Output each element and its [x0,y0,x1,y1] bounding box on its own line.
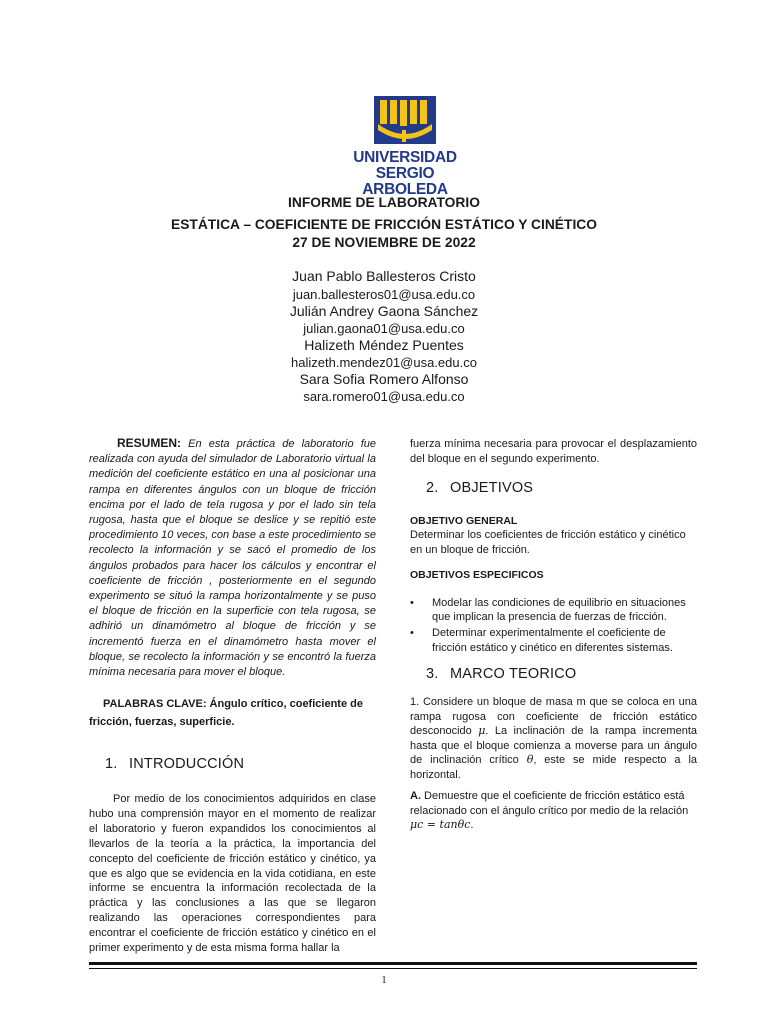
page-number: 1 [381,974,387,986]
section-number: 2. [426,480,439,496]
abstract-text: En esta práctica de laboratorio fue realizada con ayuda del simulador de Laboratorio virtual la medición del coeficiente estático en una al posicionar una rampa en diferentes ángulos con un bloque de fricción encima por el lado de tela rugosa y por el lado sin tela rugosa, hasta que el bloque se deslice y se repitió este procedimiento 10 veces, con base a este procedimiento se recolecto la información y se sacó el promedio de los ángulos probados para hacer los cálculos y encontrar el coeficiente de fricción , posteriormente en el segundo experimento se situó la rampa horizontalmente y se puso el bloque de fricción en la superficie con tela rugosa, se adhirió un dinamómetro al bloque de fricción y se incrementó fuerza en el dinamómetro hasta mover el bloque, se recolecto la información y se encontró la fuerza mínima necesaria para mover el bloque. [89,438,376,679]
general-objective-text: Determinar los coeficientes de fricción estático y cinético en un bloque de fricción. [410,529,686,556]
author-name: Sara Sofia Romero Alfonso [299,371,469,387]
item-label: A. [410,790,421,802]
list-item-text: Determinar experimentalmente el coeficiente de fricción estático y cinético en diferentes sistemas. [432,627,673,654]
marco-paragraph-2 [410,789,697,833]
report-subtitle: ESTÁTICA – COEFICIENTE DE FRICCIÓN ESTÁTICO Y CINÉTICO [171,217,597,232]
objectives-list [410,596,697,657]
formula: μc = tanθc [410,818,471,831]
list-item-text: Modelar las condiciones de equilibrio en situaciones que implican la presencia de fuerzas de fricción. [432,597,686,624]
footer-rule-thick [89,962,697,965]
author-email: sara.romero01@usa.edu.co [303,389,465,404]
keywords-label: PALABRAS CLAVE [103,698,203,710]
author-email: juan.ballesteros01@usa.edu.co [292,287,476,302]
author-name: Julián Andrey Gaona Sánchez [289,303,479,319]
abstract-label: RESUMEN: [117,436,182,450]
section-title: MARCO TEORICO [450,666,577,682]
introduction-continuation: fuerza mínima necesaria para provocar el desplazamiento del bloque en el segundo experimento. [410,438,697,465]
bullet-icon: • [410,597,414,609]
section-number: 3. [426,666,439,682]
mu-symbol: μ [478,724,486,737]
text-fragment: 1. Considere un bloque de masa m que se coloca en una rampa rugosa con coeficiente de fricción estático desconocido [410,696,697,737]
section-heading-objetivos [426,480,533,496]
theta-symbol: θ [526,753,534,766]
section-title: OBJETIVOS [450,480,534,496]
report-date: 27 DE NOVIEMBRE DE 2022 [292,235,476,250]
author-name: Halizeth Méndez Puentes [304,337,464,353]
author-email: julian.gaona01@usa.edu.co [303,321,465,336]
university-crest-icon [372,94,438,146]
list-item [410,626,697,654]
bullet-icon: • [410,627,414,640]
introduction-text [89,792,376,956]
university-logo [342,94,468,198]
specific-objectives-label: OBJETIVOS ESPECIFICOS [410,569,544,581]
introduction-paragraph: Por medio de los conocimientos adquiridos en clase hubo una comprensión mayor en el momento de realizar el laboratorio y fueron expandidos los conocimientos al llevarlos de la teoría a la práctica, la importancia del concepto del coeficiente de fricción estático y cinético, ya que es algo que se evidencia en la vida cotidiana, en este informe se encuentra la información recolectada de la práctica y las conclusiones a las que se llegaron realizando las operaciones correspondientes para encontrar el coeficiente de fricción estático y cinético en el primer experimento y de esta misma forma hallar la [89,793,376,955]
section-number: 1. [105,756,118,772]
section-title: INTRODUCCIÓN [129,756,245,772]
section-heading-introduction [105,756,244,772]
footer-rule-thin [89,968,697,969]
author-name: Juan Pablo Ballesteros Cristo [292,268,476,284]
logo-line-1: UNIVERSIDAD [353,149,457,166]
abstract [89,436,376,680]
keywords [89,696,376,731]
marco-paragraph-1 [410,695,697,782]
general-objective-label: OBJETIVO GENERAL [410,515,518,527]
text-fragment: , este se mide respecto a la horizontal. [410,754,698,781]
report-title: INFORME DE LABORATORIO [288,195,480,210]
text-fragment: Demuestre que el coeficiente de fricción estático está relacionado con el ángulo crítico por medio de la relación [410,790,689,817]
text-fragment: . La inclinación de la rampa incrementa hasta que el bloque comienza a moverse para un ángulo de inclinación crítico [410,725,697,766]
text-fragment: . [470,819,474,831]
keywords-text: : Ángulo crítico, coeficiente de fricción, fuerzas, superficie. [89,698,363,728]
logo-line-2: SERGIO ARBOLEDA [362,165,448,198]
list-item [410,596,697,624]
section-heading-marco-teorico [426,666,576,682]
author-email: halizeth.mendez01@usa.edu.co [291,355,477,370]
